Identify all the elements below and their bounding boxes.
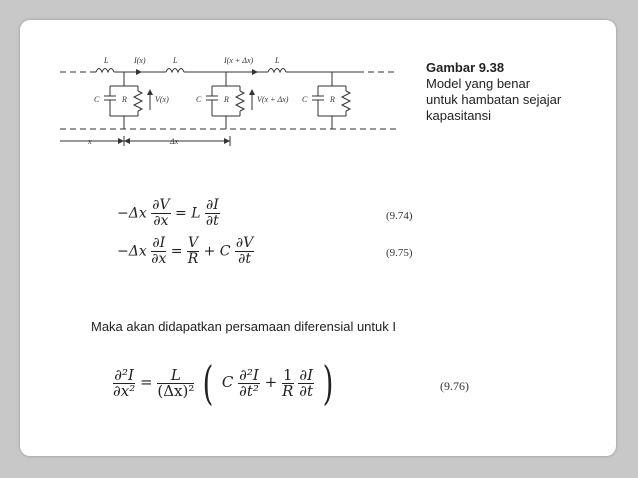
caption-line: untuk hambatan sejajar: [426, 92, 562, 107]
equation-9-74: −Δx $\frac{\partial V}{\partial x}$ = L $\frac{\partial I}{\partial t}$: [117, 197, 219, 229]
caption-line: kapasitansi: [426, 108, 492, 123]
current-label-2: I(x + Δx): [224, 56, 254, 65]
equation-number-9-76: (9.76): [440, 379, 469, 393]
caption-line: Model yang benar: [426, 76, 531, 91]
inductor-label-3: L: [275, 56, 280, 65]
equation-number-9-75: (9.75): [386, 247, 413, 259]
voltage-label-2: V(x + Δx): [257, 95, 289, 104]
dimension-label-dx: Δx: [170, 137, 179, 146]
dimension-label-x: x: [88, 137, 92, 146]
inductor-label-1: L: [104, 56, 109, 65]
resistor-label-2: R: [224, 95, 229, 104]
capacitor-label-1: C: [94, 95, 100, 104]
resistor-label-3: R: [330, 95, 335, 104]
equation-9-75: −Δx $\frac{\partial I}{\partial x}$ = $\frac{V}{R}$ + C $\frac{\partial V}{\partial t}$: [117, 235, 254, 267]
figure-caption: [426, 60, 606, 124]
caption-title: Gambar 9.38: [426, 60, 505, 75]
voltage-label-1: V(x): [155, 95, 169, 104]
current-label-1: I(x): [134, 56, 146, 65]
resistor-label-1: R: [122, 95, 127, 104]
equation-9-76: $\frac{\text{∂²I}}{\text{∂x²}}$ = $\frac{L}{\text{(Δx)²}}$ ( C $\frac{\text{∂²I}}{\text{∂t²}}$ + $\frac{1}{R}$ $\frac{\partial I}{\partial t}$ ): [113, 356, 334, 410]
capacitor-label-3: C: [302, 95, 308, 104]
equation-number-9-74: (9.74): [386, 210, 413, 222]
inductor-label-2: L: [173, 56, 178, 65]
capacitor-label-2: C: [196, 95, 202, 104]
body-text: Maka akan didapatkan persamaan diferensial untuk I: [91, 319, 396, 334]
